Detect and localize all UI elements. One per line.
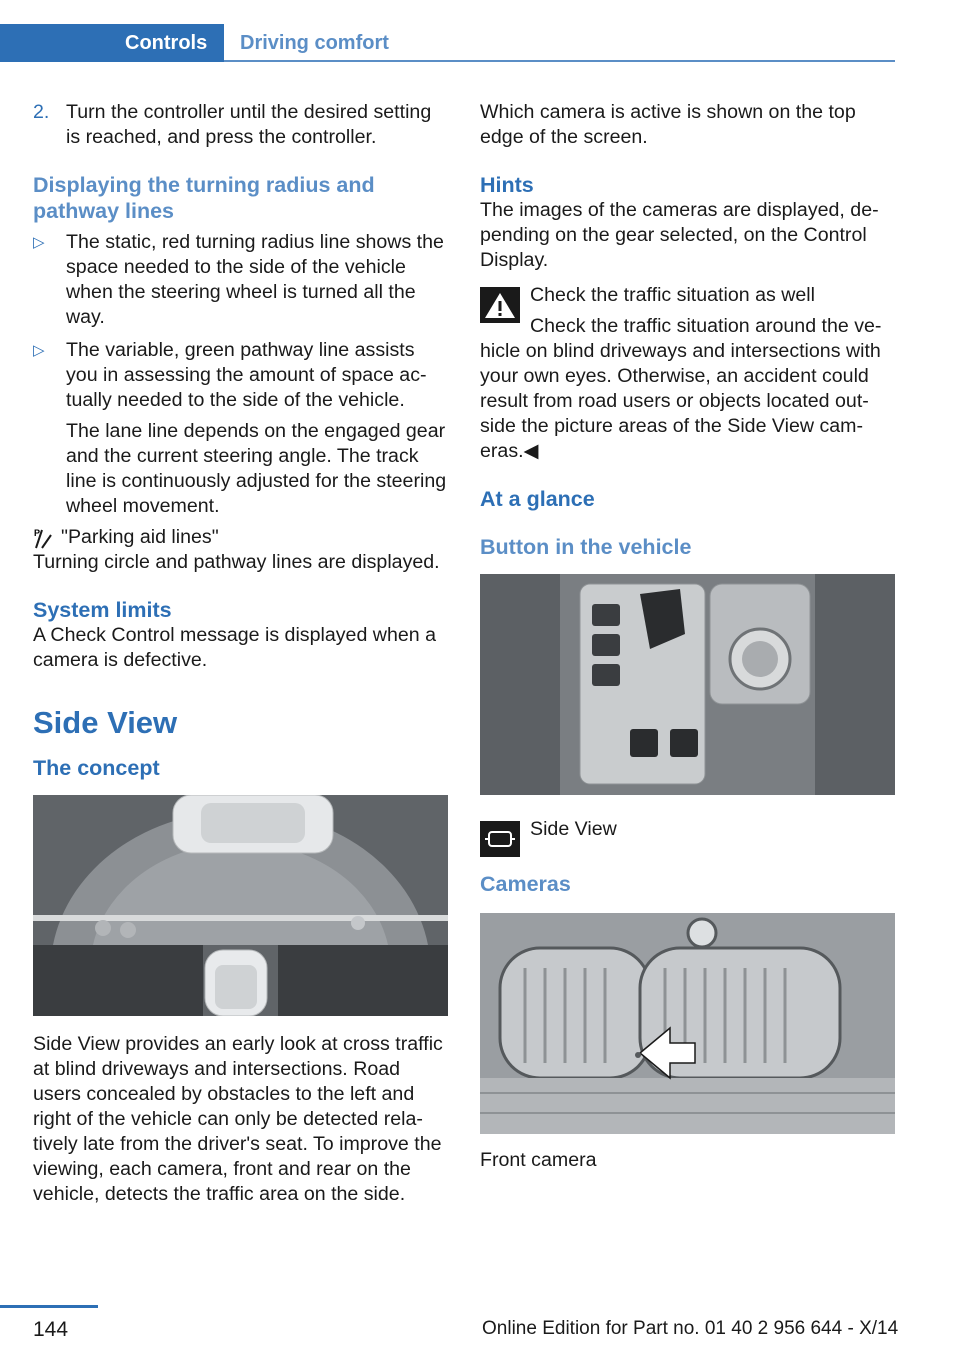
triangle-right-icon: ▷: [33, 234, 45, 251]
console-photo: [480, 574, 895, 795]
front-camera-photo: [480, 913, 895, 1134]
front-camera-caption: Front camera: [480, 1149, 597, 1171]
left-column: [33, 100, 449, 1207]
limits-text: A Check Control message is displayed when a camera is defective.: [33, 624, 436, 671]
heading-turning-radius: Displaying the turning radius and pathway lines: [33, 173, 375, 223]
parking-aid-label: "Parking aid lines": [61, 526, 219, 548]
concept-illustration: [33, 795, 448, 1016]
side-view-button-line: [480, 817, 896, 857]
triangle-right-icon: ▷: [33, 342, 45, 359]
parking-lines-icon: [33, 527, 55, 549]
side-view-button-icon: [480, 821, 520, 857]
page-number: 144: [33, 1318, 69, 1341]
step-2-text: Turn the controller until the desired setting is reached, and press the controller.: [66, 101, 432, 148]
footer-rule: [0, 1305, 98, 1308]
warning-text-first-line: Check the traffic situation around the ve‐: [530, 315, 882, 337]
bullet-text: The variable, green pathway line assists you in assessing the amount of space ac‐tually needed to the side of the vehicle.: [66, 339, 427, 411]
warning-triangle-icon: [480, 287, 520, 323]
heading-system-limits: System limits: [33, 598, 172, 622]
warning-block: [480, 283, 896, 464]
heading-button-in-vehicle: Button in the vehicle: [480, 535, 692, 559]
right-column: [480, 100, 896, 1173]
concept-text: Side View provides an early look at cross traffic at blind driveways and intersections. Road users concealed by obstacles to the left and right of the vehicle can only be detected rela‐tively late from the driver's seat. To improve the viewing, each camera, front and rear on the vehicle, detects the traffic area on the side.: [33, 1033, 443, 1205]
header-tab-controls: Controls: [0, 24, 224, 62]
warning-title: Check the traffic situation as well: [530, 284, 815, 306]
bullet-continuation: The lane line depends on the engaged gear and the current steering angle. The track line is continuously adjusted for the steering wheel movement.: [66, 420, 447, 517]
bullet-text: The static, red turning radius line shows the space needed to the side of the vehicle when the steering wheel is turned all the way.: [66, 231, 444, 328]
hints-text: The images of the cameras are displayed, de‐pending on the gear selected, on the Control Display.: [480, 199, 879, 271]
step-number: 2.: [33, 101, 50, 123]
svg-text:P: P: [34, 528, 41, 538]
bullet-variable-line: [33, 338, 449, 413]
parking-aid-line: [33, 525, 449, 550]
edition-text: Online Edition for Part no. 01 40 2 956 644 - X/14: [482, 1318, 899, 1339]
warning-text: hicle on blind driveways and intersections with your own eyes. Otherwise, an accident could result from road users or objects located out‐side the picture areas of the Side View cam‐eras.◀: [480, 340, 881, 462]
active-camera-text: Which camera is active is shown on the top edge of the screen.: [480, 101, 856, 148]
heading-hints: Hints: [480, 173, 534, 197]
heading-at-a-glance: At a glance: [480, 487, 595, 511]
side-view-label: Side View: [530, 818, 617, 840]
header-tab-driving-comfort: Driving comfort: [240, 32, 389, 54]
turning-circle-text: Turning circle and pathway lines are displayed.: [33, 551, 440, 573]
heading-concept: The concept: [33, 756, 160, 780]
bullet-static-line: [33, 230, 449, 330]
step-2: [33, 100, 449, 150]
page-header: [0, 24, 895, 62]
heading-side-view: Side View: [33, 705, 178, 740]
heading-cameras: Cameras: [480, 872, 571, 896]
header-rule: [224, 60, 895, 62]
